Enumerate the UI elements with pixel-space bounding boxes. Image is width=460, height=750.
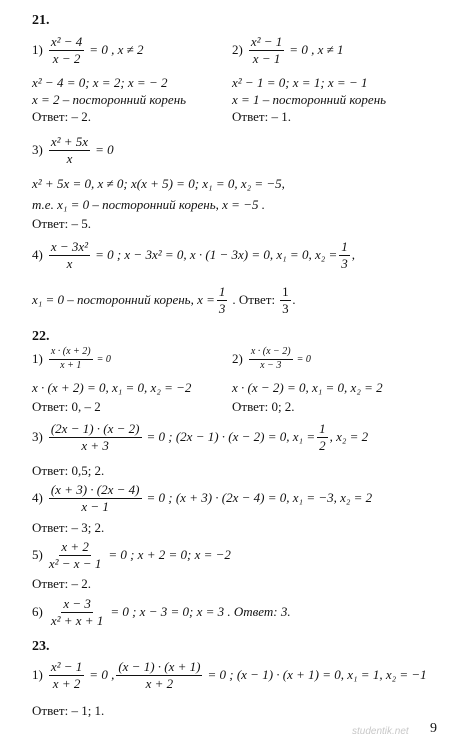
condition: = 0 , x ≠ 2 <box>89 42 144 57</box>
fraction <box>49 135 90 165</box>
fraction <box>49 483 142 513</box>
numerator: (x − 1) · (x + 1) <box>118 658 201 674</box>
fraction <box>49 35 84 65</box>
denominator: x + 2 <box>145 675 174 691</box>
denominator: x − 2 <box>52 50 81 66</box>
answer-label: . Ответ: <box>232 292 276 307</box>
equation-chain: = 0 ; (2x − 1) · (x − 2) = 0, x₁ = <box>146 429 316 444</box>
denominator: 3 <box>341 255 348 271</box>
numerator: 1 <box>282 283 289 299</box>
numerator: x² − 1 <box>50 658 83 674</box>
label: 2) <box>232 42 243 57</box>
eq-22-1 <box>32 344 111 374</box>
fraction <box>49 422 142 452</box>
fraction-2 <box>116 660 202 690</box>
line-21-3-b: т.е. x₁ = 0 – посторонний корень, x = −5 . <box>32 197 265 212</box>
fraction-answer <box>280 285 291 315</box>
denominator: x² + x + 1 <box>50 612 104 628</box>
fraction <box>47 540 103 570</box>
answer-22-3: Ответ: 0,5; 2. <box>32 463 105 478</box>
fraction-root <box>339 240 350 270</box>
equation-chain: = 0 ; (x + 3) · (2x − 4) = 0, x₁ = −3, x₂ = 2 <box>146 490 373 505</box>
problem-21-number: 21. <box>32 13 50 28</box>
condition: = 0 , x ≠ 1 <box>289 42 344 57</box>
denominator: 2 <box>319 437 326 453</box>
label: 3) <box>32 429 43 444</box>
denominator: x² − x − 1 <box>48 555 102 571</box>
condition: = 0 <box>296 353 311 365</box>
label: 6) <box>32 604 43 619</box>
line-21-1-a: x² − 4 = 0; x = 2; x = − 2 <box>32 75 168 90</box>
line-21-4-b <box>32 280 296 320</box>
label: 2) <box>232 351 243 366</box>
fraction <box>49 347 93 371</box>
numerator: x · (x + 2) <box>49 347 93 360</box>
denominator: x <box>66 150 73 166</box>
condition: = 0 <box>95 142 114 157</box>
eq-23-1 <box>32 654 427 696</box>
answer-22-1: Ответ: 0, – 2 <box>32 399 101 414</box>
numerator: x − 3 <box>63 595 91 611</box>
denominator: x + 1 <box>60 359 82 371</box>
answer-22-2: Ответ: 0; 2. <box>232 399 295 414</box>
fraction <box>49 597 105 627</box>
eq-22-3 <box>32 416 368 458</box>
answer-22-5: Ответ: – 2. <box>32 576 91 591</box>
label: 4) <box>32 247 43 262</box>
denominator: x + 2 <box>52 675 81 691</box>
denominator: x + 3 <box>81 437 109 453</box>
label: 3) <box>32 142 43 157</box>
line-21-3-a: x² + 5x = 0, x ≠ 0; x(x + 5) = 0; x₁ = 0, x₂ = −5, <box>32 176 285 191</box>
condition: = 0 <box>96 353 111 365</box>
fraction <box>249 35 284 65</box>
numerator: (x + 3) · (2x − 4) <box>50 481 140 497</box>
equation-chain: = 0 ; x − 3 = 0; x = 3 . Ответ: 3. <box>110 604 291 619</box>
line-21-1-b: x = 2 – посторонний корень <box>32 92 187 107</box>
label: 1) <box>32 42 43 57</box>
equation-chain: = 0 ; x − 3x² = 0, x · (1 − 3x) = 0, x₁ = 0, x₂ = <box>95 247 338 262</box>
numerator: x² − 4 <box>50 33 83 49</box>
line-21-2-b: x = 1 – посторонний корень <box>232 92 387 107</box>
fraction-root <box>217 285 228 315</box>
numerator: x² − 1 <box>250 33 283 49</box>
text: x₁ = 0 – посторонний корень, x = <box>32 292 215 307</box>
line-22-1: x · (x + 2) = 0, x₁ = 0, x₂ = −2 <box>32 380 192 395</box>
numerator: x − 3x² <box>50 238 89 254</box>
equation-chain: = 0 ; (x − 1) · (x + 1) = 0, x₁ = 1, x₂ = −1 <box>207 667 427 682</box>
fraction-root <box>317 422 328 452</box>
equation-chain: = 0 ; x + 2 = 0; x = −2 <box>108 547 231 562</box>
numerator: 1 <box>218 283 226 299</box>
denominator: x − 3 <box>260 359 282 371</box>
problem-22-number: 22. <box>32 329 50 344</box>
numerator: x² + 5x <box>50 133 89 149</box>
page-number: 9 <box>430 721 437 736</box>
period: . <box>292 292 296 307</box>
eq-21-3 <box>32 130 114 170</box>
denominator: 3 <box>282 300 289 316</box>
eq-21-4 <box>32 234 355 276</box>
line-21-2-a: x² − 1 = 0; x = 1; x = − 1 <box>232 75 368 90</box>
fraction <box>49 240 90 270</box>
numerator: x · (x − 2) <box>249 347 293 360</box>
eq-22-5 <box>32 535 231 575</box>
eq-21-1 <box>32 30 143 70</box>
numerator: x + 2 <box>61 538 89 554</box>
eq-22-6 <box>32 592 291 632</box>
comma: , <box>351 247 356 262</box>
equation-tail: , x₂ = 2 <box>329 429 369 444</box>
answer-21-1: Ответ: – 2. <box>32 109 91 124</box>
denominator: x − 1 <box>252 50 281 66</box>
answer-22-4: Ответ: – 3; 2. <box>32 520 105 535</box>
answer-21-3: Ответ: – 5. <box>32 216 91 231</box>
eq-22-2 <box>232 344 311 374</box>
condition: = 0 , <box>89 667 115 682</box>
answer-23-1: Ответ: – 1; 1. <box>32 703 105 718</box>
denominator: x − 1 <box>81 498 109 514</box>
label: 1) <box>32 351 43 366</box>
eq-21-2 <box>232 30 343 70</box>
eq-22-4 <box>32 478 372 518</box>
label: 5) <box>32 547 43 562</box>
numerator: 1 <box>341 238 348 254</box>
numerator: 1 <box>319 420 326 436</box>
answer-21-2: Ответ: – 1. <box>232 109 291 124</box>
numerator: (2x − 1) · (x − 2) <box>50 420 140 436</box>
watermark: studentik.net <box>352 726 409 737</box>
fraction <box>49 660 84 690</box>
denominator: x <box>66 255 73 271</box>
problem-23-number: 23. <box>32 639 50 654</box>
fraction <box>249 347 293 371</box>
label: 4) <box>32 490 43 505</box>
denominator: 3 <box>218 300 226 316</box>
label: 1) <box>32 667 43 682</box>
line-22-2: x · (x − 2) = 0, x₁ = 0, x₂ = 2 <box>232 380 383 395</box>
